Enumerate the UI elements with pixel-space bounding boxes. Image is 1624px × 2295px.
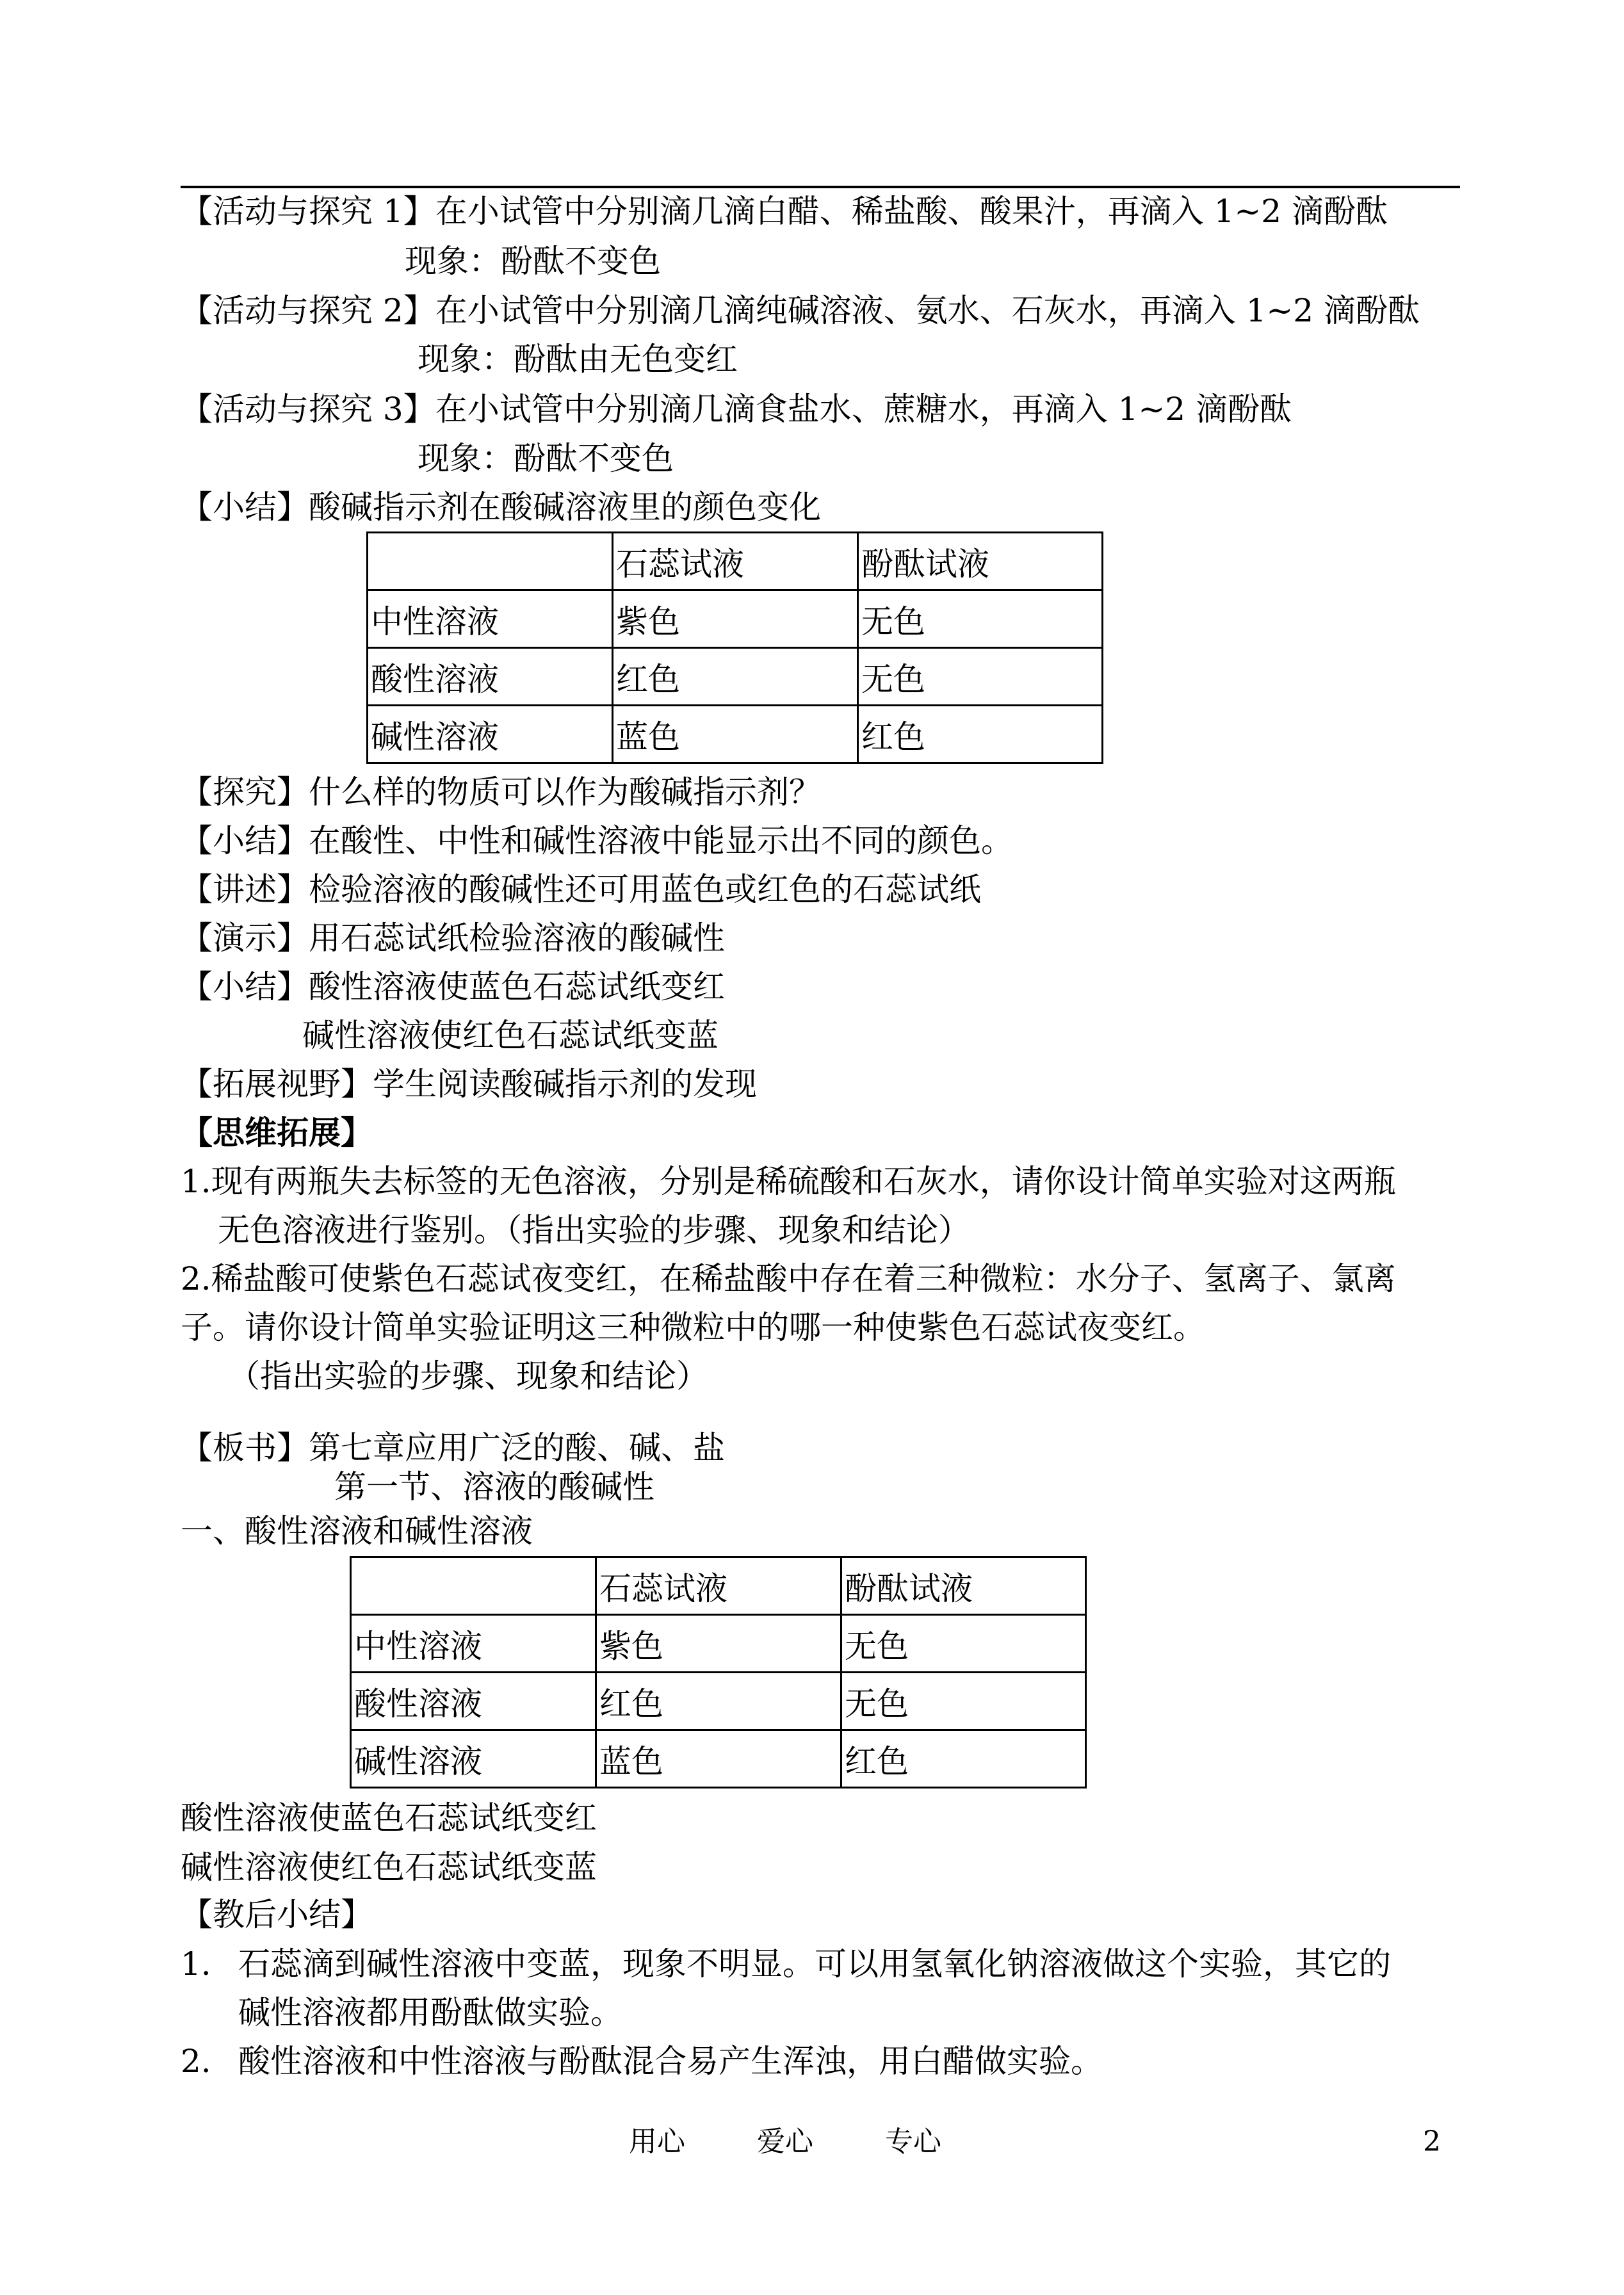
summary-indicator-definition: 【小结】在酸性、中性和碱性溶液中能显示出不同的颜色。 <box>181 822 1013 859</box>
explore-question: 【探究】什么样的物质可以作为酸碱指示剂？ <box>181 774 821 811</box>
question-1-line-2: 无色溶液进行鉴别。（指出实验的步骤、现象和结论） <box>218 1212 970 1249</box>
table-header-cell: 酚酞试液 <box>858 533 1103 590</box>
table-cell: 酸性溶液 <box>351 1673 596 1730</box>
table-header-cell <box>368 533 613 590</box>
footer-motto-2: 爱心 <box>757 2125 813 2158</box>
indicator-table-2 <box>350 1556 1087 1788</box>
header-rule <box>181 186 1460 188</box>
postclass-item-1-line-1: 石蕊滴到碱性溶液中变蓝，现象不明显。可以用氢氧化钠溶液做这个实验，其它的 <box>238 1945 1391 1983</box>
table-cell: 红色 <box>613 648 858 706</box>
board-chapter-title: 【板书】第七章应用广泛的酸、碱、盐 <box>181 1429 725 1466</box>
table-row <box>368 590 1103 648</box>
activity-1-title: 【活动与探究 1】在小试管中分别滴几滴白醋、稀盐酸、酸果汁，再滴入 1~2 滴酚酞 <box>181 193 1388 230</box>
table-row <box>351 1673 1086 1730</box>
postclass-heading: 【教后小结】 <box>181 1896 373 1933</box>
table-cell: 酸性溶液 <box>368 648 613 706</box>
table-cell: 蓝色 <box>613 706 858 763</box>
board-section-title: 第一节、溶液的酸碱性 <box>334 1468 654 1505</box>
table-cell: 紫色 <box>613 590 858 648</box>
table-cell: 无色 <box>858 590 1103 648</box>
table-header-row <box>368 533 1103 590</box>
activity-3-title: 【活动与探究 3】在小试管中分别滴几滴食盐水、蔗糖水，再滴入 1~2 滴酚酞 <box>181 391 1292 428</box>
table-row <box>351 1730 1086 1788</box>
table-header-cell: 石蕊试液 <box>613 533 858 590</box>
extended-reading: 【拓展视野】学生阅读酸碱指示剂的发现 <box>181 1066 757 1103</box>
table-row <box>368 706 1103 763</box>
board-subsection-title: 一、酸性溶液和碱性溶液 <box>181 1512 533 1550</box>
table-cell: 碱性溶液 <box>351 1730 596 1788</box>
board-acid-litmus: 酸性溶液使蓝色石蕊试纸变红 <box>181 1799 597 1837</box>
activity-1-observation: 现象：酚酞不变色 <box>405 243 661 280</box>
thinking-heading: 【思维拓展】 <box>181 1114 373 1151</box>
footer-motto-1: 用心 <box>629 2125 685 2158</box>
table-cell: 蓝色 <box>596 1730 841 1788</box>
table-header-cell: 石蕊试液 <box>596 1557 841 1615</box>
footer-motto-3: 专心 <box>885 2125 941 2158</box>
table-cell: 红色 <box>858 706 1103 763</box>
page-number: 2 <box>1423 2125 1441 2158</box>
activity-2-title: 【活动与探究 2】在小试管中分别滴几滴纯碱溶液、氨水、石灰水，再滴入 1~2 滴酚酞 <box>181 292 1420 329</box>
table-cell: 无色 <box>841 1673 1086 1730</box>
table-cell: 红色 <box>841 1730 1086 1788</box>
postclass-item-2-number: 2. <box>181 2043 211 2080</box>
table-cell: 碱性溶液 <box>368 706 613 763</box>
postclass-item-2-line-1: 酸性溶液和中性溶液与酚酞混合易产生浑浊，用白醋做实验。 <box>238 2043 1103 2080</box>
table-row <box>368 648 1103 706</box>
activity-2-observation: 现象：酚酞由无色变红 <box>418 341 738 378</box>
question-2-line-3: （指出实验的步骤、现象和结论） <box>228 1358 708 1395</box>
table-cell: 紫色 <box>596 1615 841 1673</box>
activity-3-observation: 现象：酚酞不变色 <box>418 440 674 477</box>
table-header-cell: 酚酞试液 <box>841 1557 1086 1615</box>
question-1-line-1: 1.现有两瓶失去标签的无色溶液，分别是稀硫酸和石灰水，请你设计简单实验对这两瓶 <box>181 1163 1396 1200</box>
table-cell: 无色 <box>858 648 1103 706</box>
summary-indicator-colors: 【小结】酸碱指示剂在酸碱溶液里的颜色变化 <box>181 489 821 526</box>
board-base-litmus: 碱性溶液使红色石蕊试纸变蓝 <box>181 1849 597 1886</box>
table-cell: 中性溶液 <box>351 1615 596 1673</box>
summary-litmus-acid: 【小结】酸性溶液使蓝色石蕊试纸变红 <box>181 968 725 1005</box>
postclass-item-1-line-2: 碱性溶液都用酚酞做实验。 <box>238 1994 622 2031</box>
question-2-line-2: 子。请你设计简单实验证明这三种微粒中的哪一种使紫色石蕊试夜变红。 <box>181 1309 1205 1346</box>
indicator-table-1 <box>366 531 1103 764</box>
postclass-item-1-number: 1. <box>181 1945 211 1983</box>
demo-litmus-paper: 【演示】用石蕊试纸检验溶液的酸碱性 <box>181 920 725 957</box>
summary-litmus-base: 碱性溶液使红色石蕊试纸变蓝 <box>302 1017 719 1054</box>
table-header-row <box>351 1557 1086 1615</box>
table-cell: 无色 <box>841 1615 1086 1673</box>
lecture-litmus-paper: 【讲述】检验溶液的酸碱性还可用蓝色或红色的石蕊试纸 <box>181 871 981 908</box>
question-2-line-1: 2.稀盐酸可使紫色石蕊试夜变红，在稀盐酸中存在着三种微粒：水分子、氢离子、氯离 <box>181 1260 1396 1297</box>
table-cell: 中性溶液 <box>368 590 613 648</box>
table-row <box>351 1615 1086 1673</box>
table-header-cell <box>351 1557 596 1615</box>
table-cell: 红色 <box>596 1673 841 1730</box>
